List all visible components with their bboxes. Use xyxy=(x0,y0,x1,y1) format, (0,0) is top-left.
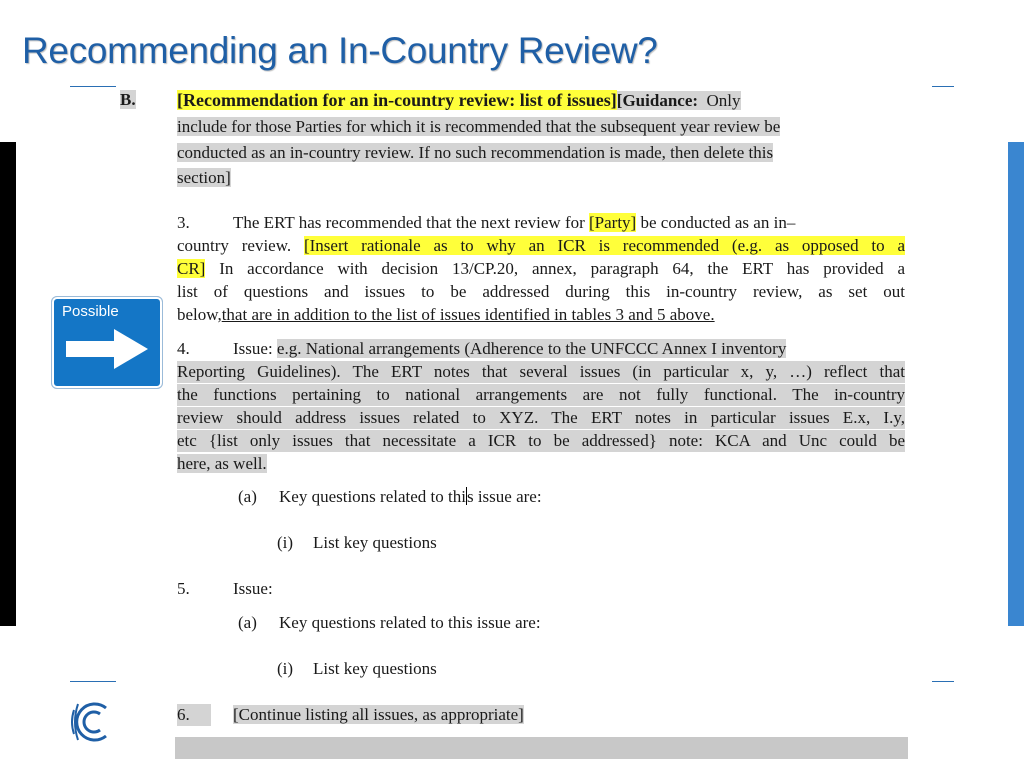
para4-line4: review should address issues related to XYZ. The ERT notes in particular issues E.x, I.y, xyxy=(177,408,905,427)
para3-line2-start: country review. xyxy=(177,236,292,255)
para4-line5: etc {list only issues that necessitate a ICR to be addressed} note: KCA and Unc could be xyxy=(177,431,905,450)
para5-issue-label: Issue: xyxy=(233,579,273,598)
para4-sub-a-text[interactable] xyxy=(279,486,542,508)
para5-sub-i-text: List key questions xyxy=(313,659,437,678)
possible-sign-label: Possible xyxy=(62,303,119,320)
para4-issue-label: Issue: xyxy=(233,339,273,358)
para4-line6: here, as well. xyxy=(177,454,267,473)
para4-line1: e.g. National arrangements (Adherence to the UNFCCC Annex I inventory xyxy=(276,339,787,358)
para5-sub-i-label: (i) xyxy=(277,659,294,678)
highlight-strip xyxy=(175,737,908,759)
section-title: [Recommendation for an in-country review: list of issues] xyxy=(177,90,617,110)
guidance-label: [Guidance: xyxy=(616,91,699,110)
rationale-close: CR] xyxy=(177,259,206,278)
para3-line1-text: The ERT has recommended that the next review for xyxy=(233,213,585,232)
para4-sub-a-before: Key questions related to thi xyxy=(279,487,466,506)
para5-sub-a-text: Key questions related to this issue are: xyxy=(279,613,541,632)
para3-underlined-text: that are in addition to the list of issues identified in tables 3 and 5 above. xyxy=(221,305,715,324)
para3-line4: list of questions and issues to be addressed during this in-country review, as set out xyxy=(177,282,905,301)
section-letter: B. xyxy=(120,90,136,109)
para3-line1-end: be conducted as an in– xyxy=(640,213,796,232)
title-rule-right xyxy=(932,86,954,87)
possible-sign xyxy=(52,297,162,388)
para4-sub-a-label: (a) xyxy=(238,487,257,506)
footer-rule-right xyxy=(932,681,954,682)
para4-sub-a-after: s issue are: xyxy=(466,487,542,506)
para3-line5-start: below, xyxy=(177,305,222,324)
para5-sub-a-label: (a) xyxy=(238,613,257,632)
left-edge-bar xyxy=(0,142,16,626)
guidance-line-3: conducted as an in-country review. If no such recommendation is made, then delete this xyxy=(177,143,774,162)
title-rule-left xyxy=(70,86,116,87)
para4-sub-i-text: List key questions xyxy=(313,533,437,552)
para6-number: 6. xyxy=(177,704,211,726)
right-arrow-icon xyxy=(64,325,150,373)
party-placeholder: [Party] xyxy=(589,213,637,232)
para3-number: 3. xyxy=(177,213,190,232)
para4-sub-i-label: (i) xyxy=(277,533,294,552)
slide-title: Recommending an In-Country Review? xyxy=(22,30,658,71)
para5-number: 5. xyxy=(177,579,190,598)
para6-text: [Continue listing all issues, as appropriate] xyxy=(233,705,524,724)
para4-number: 4. xyxy=(177,339,190,358)
para4-line3: the functions pertaining to national arrangements are not fully functional. The in-country xyxy=(177,385,905,404)
footer-rule-left xyxy=(70,681,116,682)
right-edge-bar xyxy=(1008,142,1024,626)
para3-line3-rest: In accordance with decision 13/CP.20, annex, paragraph 64, the ERT has provided a xyxy=(219,259,906,278)
rationale-placeholder: [Insert rationale as to why an ICR is recommended (e.g. as opposed to a xyxy=(303,236,906,255)
guidance-line-4: section] xyxy=(177,168,231,187)
guidance-line-2: include for those Parties for which it is recommended that the subsequent year review be xyxy=(177,117,781,136)
guidance-line-1: Only xyxy=(706,91,741,110)
unfccc-logo-icon xyxy=(66,696,118,748)
para4-line2: Reporting Guidelines). The ERT notes that several issues (in particular x, y, …) reflect that xyxy=(177,362,905,381)
